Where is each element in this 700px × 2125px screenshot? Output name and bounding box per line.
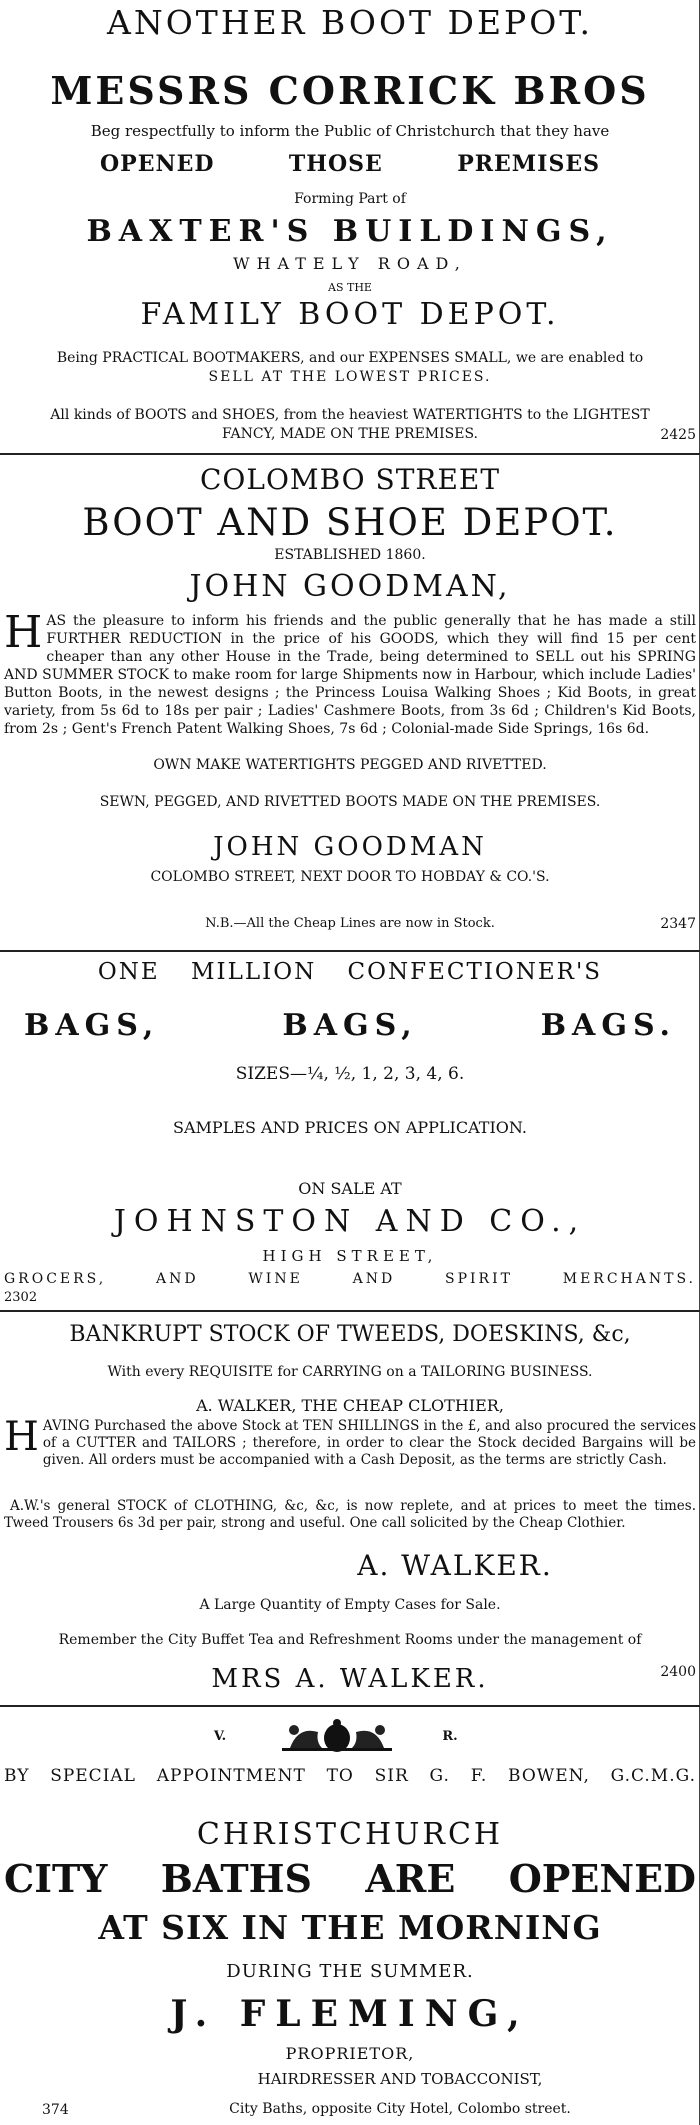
mrs-walker: MRS A. WALKER.	[211, 1664, 489, 1694]
body-text-1: AVING Purchased the above Stock at TEN SHILLINGS in the £, and also procured the services of a CUTTER and TAILORS ; therefore, in order to clear the Stock decided Bargains will be given. All orders must be accompanied with a Cash Deposit, as the terms are strictly Cash.	[42, 1418, 696, 1468]
road-name: WHATELY ROAD,	[233, 254, 467, 273]
body-paragraph-2: A.W.'s general STOCK of CLOTHING, &c, &c, is now replete, and at prices to meet the times. Tweed Trousers 6s 3d per pair, strong and useful. One call solicited by the Cheap Clothier.	[4, 1498, 696, 1531]
firm-name: JOHNSTON AND CO.,	[113, 1204, 587, 1239]
proprietor-text: PROPRIETOR,	[285, 2044, 415, 2063]
sizes-text: SIZES—¼, ½, 1, 2, 3, 4, 6.	[235, 1064, 465, 1084]
established-text: ESTABLISHED 1860.	[274, 547, 426, 563]
signature: A. WALKER.	[357, 1549, 553, 1582]
bags-word: BAGS,	[282, 1008, 418, 1043]
as-the-text: AS THE	[328, 281, 372, 294]
bags-word: BAGS,	[24, 1008, 160, 1043]
street-name: HIGH STREET,	[262, 1247, 438, 1265]
divider	[0, 1705, 700, 1707]
samples-text: SAMPLES AND PRICES ON APPLICATION.	[173, 1118, 527, 1137]
requisite-text: With every REQUISITE for CARRYING on a TAILORING BUSINESS.	[107, 1364, 593, 1380]
ad-headline: ANOTHER BOOT DEPOT.	[107, 3, 593, 42]
ad-number: 2425	[660, 427, 696, 443]
depot-title: BOOT AND SHOE DEPOT.	[82, 501, 618, 544]
sewn-text: SEWN, PEGGED, AND RIVETTED BOOTS MADE ON THE PREMISES.	[99, 794, 601, 810]
on-sale-text: ON SALE AT	[298, 1179, 402, 1198]
firm-name: MESSRS CORRICK BROS	[50, 68, 650, 113]
practical-line-2: SELL AT THE LOWEST PRICES.	[208, 369, 492, 385]
body-paragraph	[4, 607, 696, 738]
fleming-name: J. FLEMING,	[170, 1993, 530, 2035]
street-name: COLOMBO STREET	[199, 463, 501, 496]
ad-number: 374	[42, 2102, 69, 2118]
city-baths-line	[0, 1856, 700, 1901]
grocers-line: GROCERS, AND WINE AND SPIRIT MERCHANTS.	[4, 1271, 696, 1287]
address-text: COLOMBO STREET, NEXT DOOR TO HOBDAY & CO.'S.	[150, 869, 550, 885]
remember-text: Remember the City Buffet Tea and Refreshment Rooms under the management of	[58, 1632, 642, 1648]
divider	[0, 1310, 700, 1312]
opened-word: OPENED	[508, 1856, 696, 1901]
ad-number: 2347	[660, 916, 696, 932]
are-word: ARE	[365, 1856, 456, 1901]
body-paragraph-1	[4, 1414, 696, 1469]
v-letter: V.	[213, 1729, 227, 1744]
body-text: AS the pleasure to inform his friends and the public generally that he has made a still FURTHER REDUCTION in the price of his GOODS, which they will find 15 per cent cheaper than any other House in the Trade, being determined to SELL out his SPRING AND SUMMER STOCK to make room for large Shipments now in Harbour, which include Ladies' Button Boots, in the newest designs ; the Princess Louisa Walking Shoes ; Kid Boots, in great variety, from 5s 6d to 18s per pair ; Ladies' Cashmere Boots, from 3s 6d ; Children's Kid Boots, from 2s ; Gent's French Patent Walking Shoes, 7s 6d ; Colonial-made Side Springs, 16s 6d.	[4, 613, 696, 737]
family-boot-depot: FAMILY BOOT DEPOT.	[140, 297, 560, 332]
merchant-name-2: JOHN GOODMAN	[213, 832, 487, 862]
kinds-line-2: FANCY, MADE ON THE PREMISES.	[221, 426, 479, 442]
buildings-name: BAXTER'S BUILDINGS,	[86, 214, 614, 249]
practical-line-1: Being PRACTICAL BOOTMAKERS, and our EXPENSES SMALL, we are enabled to	[56, 350, 644, 366]
forming-text: Forming Part of	[294, 191, 406, 207]
own-make-text: OWN MAKE WATERTIGHTS PEGGED AND RIVETTED.	[153, 757, 547, 773]
royal-coat-of-arms-icon	[272, 1718, 402, 1754]
bankrupt-title: BANKRUPT STOCK OF TWEEDS, DOESKINS, &c,	[69, 1322, 631, 1347]
during-summer: DURING THE SUMMER.	[226, 1961, 474, 1982]
premises-word: PREMISES	[457, 151, 600, 177]
intro-text: Beg respectfully to inform the Public of Christchurch that they have	[90, 122, 610, 140]
opened-word: OPENED	[100, 151, 215, 177]
drop-capital: H	[4, 607, 43, 658]
clothier-heading: A. WALKER, THE CHEAP CLOTHIER,	[196, 1396, 504, 1415]
kinds-line-1: All kinds of BOOTS and SHOES, from the heaviest WATERTIGHTS to the LIGHTEST	[50, 407, 650, 423]
ad-number: 2302	[4, 1290, 38, 1305]
drop-capital: H	[4, 1414, 39, 1460]
divider	[0, 950, 700, 952]
bags-word: BAGS.	[540, 1008, 676, 1043]
address-text: City Baths, opposite City Hotel, Colombo street.	[229, 2101, 571, 2117]
divider	[0, 453, 700, 455]
merchant-name: JOHN GOODMAN,	[189, 569, 511, 604]
six-in-morning: AT SIX IN THE MORNING	[98, 1908, 602, 1947]
city-word: CITY	[4, 1856, 108, 1901]
appointment-line: BY SPECIAL APPOINTMENT TO SIR G. F. BOWEN, G.C.M.G.	[4, 1766, 696, 1786]
bags-line	[24, 1008, 676, 1043]
r-letter: R.	[442, 1729, 458, 1744]
million-heading: ONE MILLION CONFECTIONER'S	[97, 959, 603, 985]
nb-text: N.B.—All the Cheap Lines are now in Stock.	[205, 916, 495, 931]
cases-text: A Large Quantity of Empty Cases for Sale.	[199, 1597, 501, 1613]
ad-number: 2400	[660, 1664, 696, 1680]
hairdresser-text: HAIRDRESSER AND TOBACCONIST,	[257, 2070, 543, 2088]
those-word: THOSE	[288, 151, 383, 177]
christchurch-heading: CHRISTCHURCH	[196, 1817, 504, 1852]
opened-line	[100, 153, 600, 175]
baths-word: BATHS	[160, 1856, 312, 1901]
